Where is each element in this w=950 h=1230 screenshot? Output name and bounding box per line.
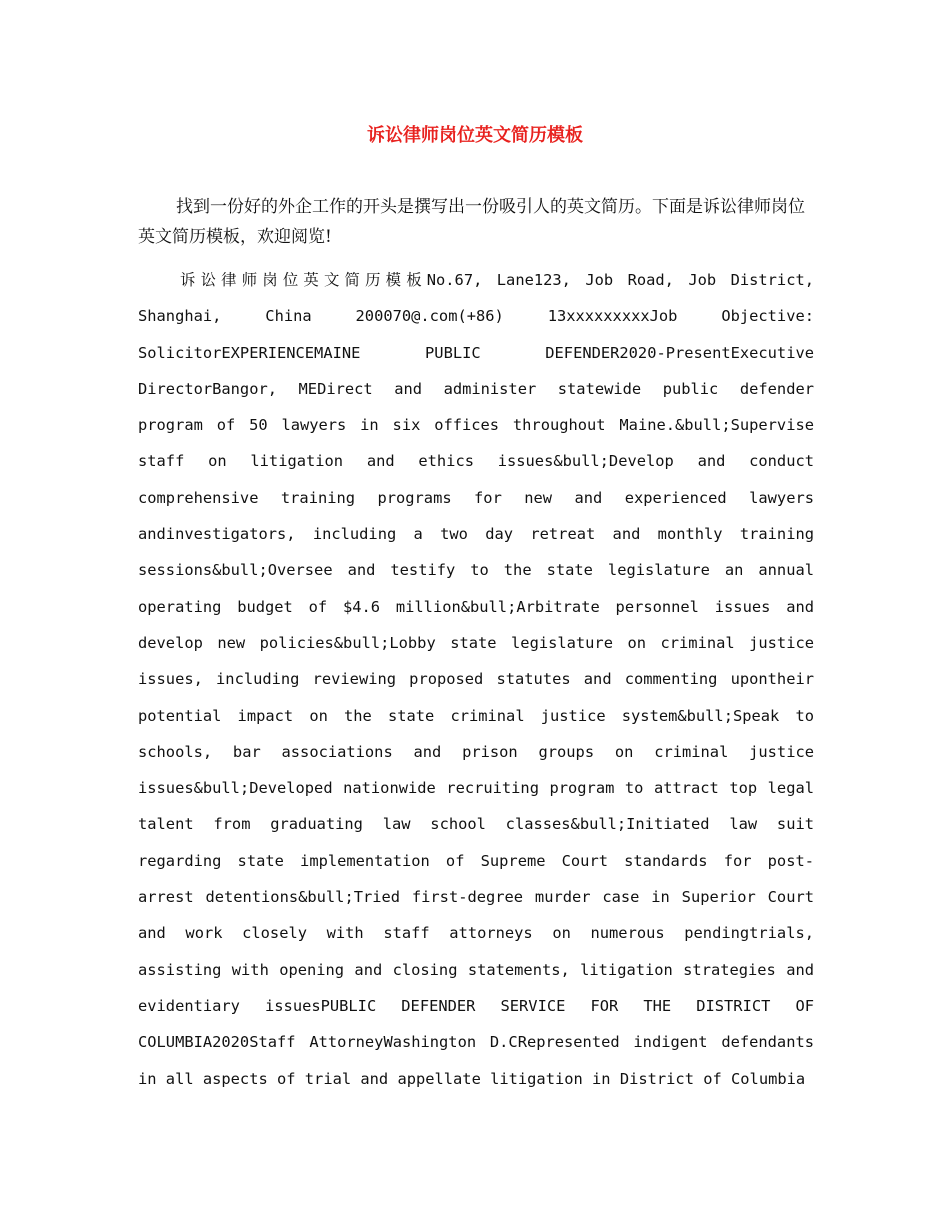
resume-body-paragraph: 诉讼律师岗位英文简历模板No.67, Lane123, Job Road, Job District, Shanghai, China 200070@.com(+86) 13xxxxxxxxxJob Objective: SolicitorEXPERIENCEMAINE PUBLIC DEFENDER2020-PresentExecutive DirectorBangor, MEDirect and administer statewide public defender program of 50 lawyers in six offices throughout Maine.&bull;Supervise staff on litigation and ethics issues&bull;Develop and conduct comprehensive training programs for new and experienced lawyers andinvestigators, including a two day retreat and monthly training sessions&bull;Oversee and testify to the state legislature an annual operating budget of $4.6 million&bull;Arbitrate personnel issues and develop new policies&bull;Lobby state legislature on criminal justice issues, including reviewing proposed statutes and commenting upontheir potential impact on the state criminal justice system&bull;Speak to schools, bar associations and prison groups on criminal justice issues&bull;Developed nationwide recruiting program to attract top legal talent from graduating law school classes&bull;Initiated law suit regarding state implementation of Supreme Court standards for post-arrest detentions&bull;Tried first-degree murder case in Superior Court and work closely with staff attorneys on numerous pendingtrials, assisting with opening and closing statements, litigation strategies and evidentiary issuesPUBLIC DEFENDER SERVICE FOR THE DISTRICT OF COLUMBIA2020Staff AttorneyWashington D.CRepresented indigent defendants in all aspects of trial and appellate litigation in District of Columbia xyxy=(138,271,814,1088)
document-title: 诉讼律师岗位英文简历模板 xyxy=(367,125,583,146)
intro-paragraph: 找到一份好的外企工作的开头是撰写出一份吸引人的英文简历。下面是诉讼律师岗位英文简历模板，欢迎阅览! xyxy=(138,197,805,247)
